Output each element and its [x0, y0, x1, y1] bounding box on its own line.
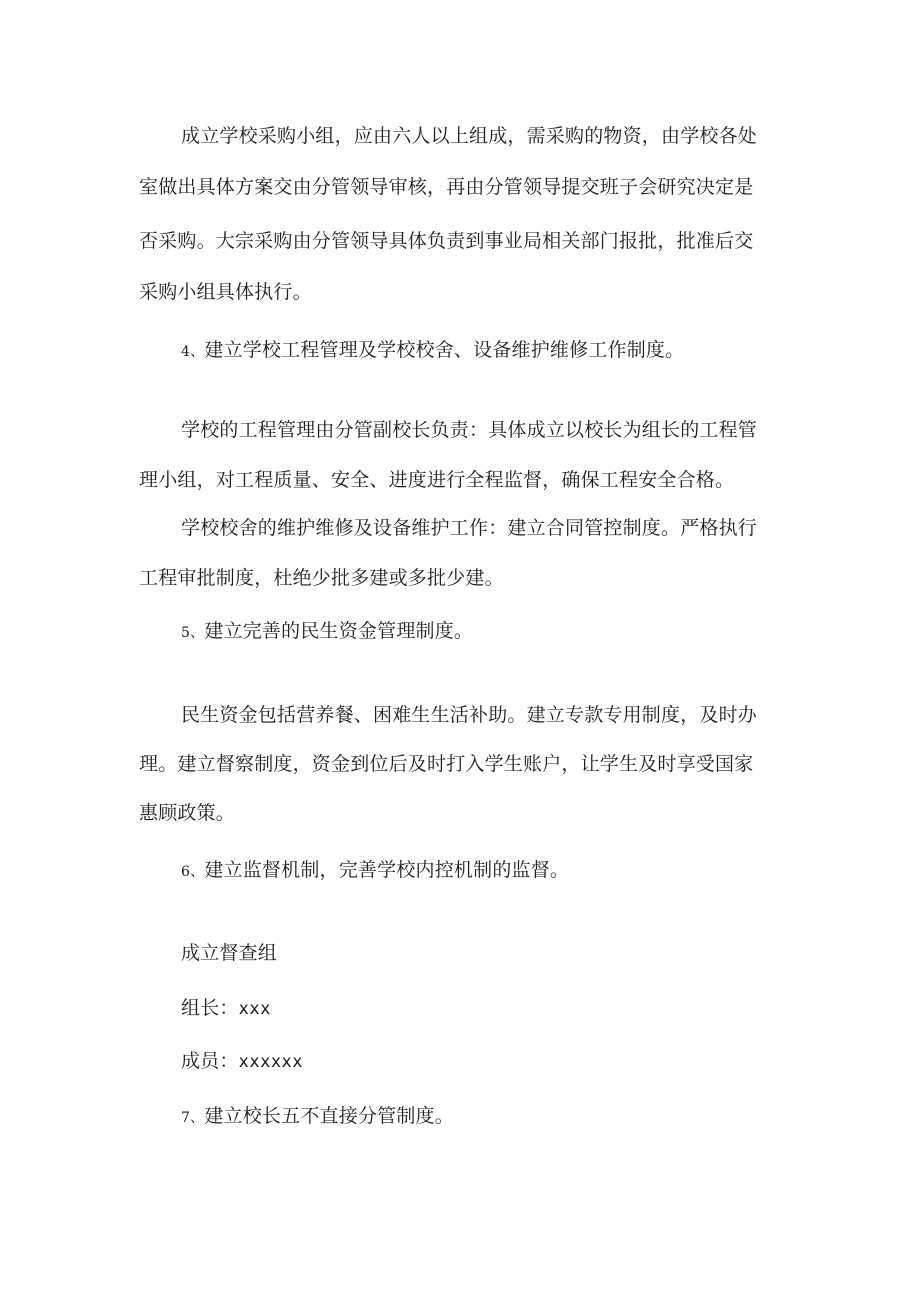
section-heading-text: 建立监督机制，完善学校内控机制的监督。 — [204, 859, 570, 881]
members-value: xxxxxx — [238, 1052, 304, 1072]
leader-label: 组长： — [181, 997, 239, 1019]
section-heading-4 — [181, 338, 684, 364]
paragraph-line: 采购小组具体执行。 — [139, 281, 312, 303]
section-number: 4、 — [181, 344, 205, 360]
paragraph-line: 成立学校采购小组，应由六人以上组成，需采购的物资，由学校各处 — [181, 125, 758, 147]
leader-value: xxx — [238, 999, 271, 1019]
section-number: 7、 — [181, 1110, 205, 1126]
paragraph-line: 理。建立督察制度，资金到位后及时打入学生账户，让学生及时享受国家 — [139, 753, 754, 775]
paragraph-line: 惠顾政策。 — [139, 802, 236, 824]
section-heading-7 — [181, 1104, 454, 1130]
paragraph-line: 工程审批制度，杜绝少批多建或多批少建。 — [139, 567, 504, 589]
paragraph-line: 否采购。大宗采购由分管领导具体负责到事业局相关部门报批，批准后交 — [139, 230, 754, 252]
section-heading-text: 建立完善的民生资金管理制度。 — [204, 620, 474, 642]
section-heading-text: 建立校长五不直接分管制度。 — [204, 1105, 454, 1127]
group-members — [181, 1049, 303, 1074]
section-heading-6 — [181, 858, 569, 884]
paragraph-line: 学校校舍的维护维修及设备维护工作：建立合同管控制度。严格执行 — [181, 517, 758, 539]
group-leader — [181, 996, 271, 1021]
paragraph-line: 学校的工程管理由分管副校长负责：具体成立以校长为组长的工程管 — [181, 419, 758, 441]
section-heading-5 — [181, 619, 473, 645]
group-title: 成立督查组 — [181, 942, 278, 964]
paragraph-line: 民生资金包括营养餐、困难生生活补助。建立专款专用制度，及时办 — [181, 704, 758, 726]
section-number: 5、 — [181, 625, 205, 641]
section-heading-text: 建立学校工程管理及学校校舍、设备维护维修工作制度。 — [204, 339, 685, 361]
paragraph-line: 室做出具体方案交由分管领导审核，再由分管领导提交班子会研究决定是 — [139, 176, 754, 198]
paragraph-line: 理小组，对工程质量、安全、进度进行全程监督，确保工程安全合格。 — [139, 469, 735, 491]
section-number: 6、 — [181, 864, 205, 880]
members-label: 成员： — [181, 1050, 239, 1072]
